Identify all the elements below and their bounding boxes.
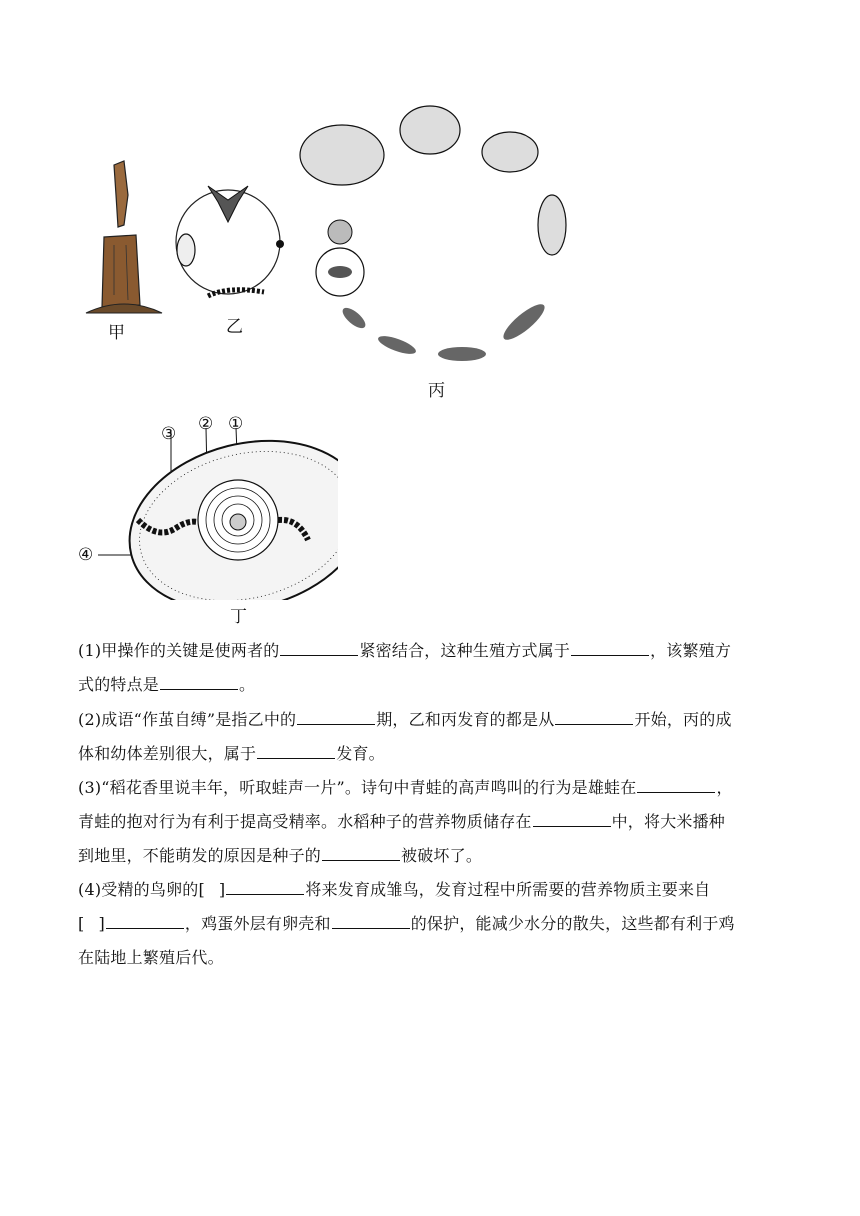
question-1: (1)甲操作的关键是使两者的 紧密结合，这种生殖方式属于 ，该繁殖方 式的特点是 。 [78, 634, 788, 702]
answer-blank[interactable] [555, 706, 633, 725]
answer-blank[interactable] [571, 637, 649, 656]
frog-cycle-figure [292, 100, 592, 372]
label-ding: 丁 [230, 607, 247, 627]
answer-blank[interactable] [332, 910, 410, 929]
label-n3: ③ [161, 424, 177, 444]
answer-blank[interactable] [257, 740, 335, 759]
question-2: (2)成语“作茧自缚”是指乙中的 期，乙和丙发育的都是从 开始，丙的成 体和幼体差别很大，属于 发育。 [78, 703, 788, 771]
label-n1: ① [228, 414, 244, 434]
answer-blank[interactable] [322, 842, 400, 861]
label-n2: ② [198, 414, 214, 434]
answer-blank[interactable] [637, 774, 715, 793]
answer-blank[interactable] [533, 808, 611, 827]
answer-blank[interactable] [226, 876, 304, 895]
answer-blank[interactable] [160, 671, 238, 690]
answer-blank[interactable] [297, 706, 375, 725]
label-yi: 乙 [226, 317, 243, 337]
bird-egg-figure [78, 410, 338, 600]
label-jia: 甲 [108, 323, 125, 343]
label-bing: 丙 [428, 381, 445, 401]
silkworm-cycle-figure [168, 172, 288, 312]
grafting-figure [84, 155, 164, 315]
answer-blank[interactable] [280, 637, 358, 656]
question-3: (3)“稻花香里说丰年，听取蛙声一片”。诗句中青蛙的高声鸣叫的行为是雄蛙在 ， 青蛙的抱对行为有利于提高受精率。水稻种子的营养物质储存在 中，将大米播种 到地里，不能萌发的原因是种子的 被破坏了。 [78, 771, 788, 873]
answer-blank[interactable] [106, 910, 184, 929]
label-n4: ④ [78, 545, 94, 565]
question-4: (4)受精的鸟卵的[ ] 将来发育成雏鸟，发育过程中所需要的营养物质主要来自 [ ] ，鸡蛋外层有卵壳和 的保护，能减少水分的散失，这些都有利于鸡 在陆地上繁殖后代。 [78, 873, 788, 975]
